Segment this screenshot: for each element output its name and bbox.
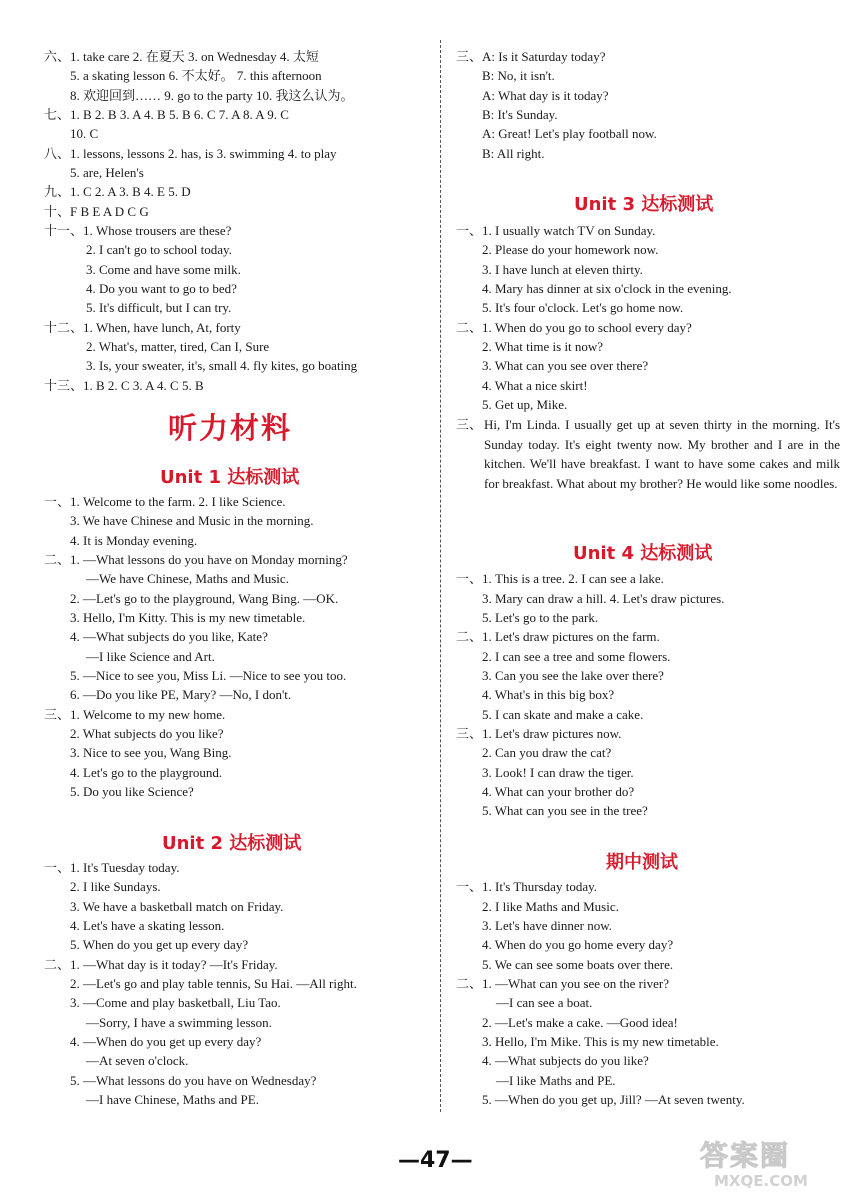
answer-line: 2. What's, matter, tired, Can I, Sure <box>86 339 270 354</box>
script-line: 5. —What lessons do you have on Wednesday? <box>70 1073 317 1088</box>
script-line: —I can see a boat. <box>496 995 593 1010</box>
script-line: 2. I can see a tree and some flowers. <box>482 649 671 664</box>
script-line: 3. Hello, I'm Mike. This is my new timetable. <box>482 1034 719 1049</box>
script-line: 5. It's four o'clock. Let's go home now. <box>482 300 684 315</box>
script-line: 4. When do you go home every day? <box>482 937 674 952</box>
script-line: 5. We can see some boats over there. <box>482 957 674 972</box>
watermark-text: 答案圈 <box>700 1139 791 1172</box>
script-line: 4. What's in this big box? <box>482 687 615 702</box>
script-line: 3. Can you see the lake over there? <box>482 668 664 683</box>
midterm-title: 期中测试 <box>606 852 678 873</box>
script-line: —I like Science and Art. <box>86 649 215 664</box>
script-line: 3. Mary can draw a hill. 4. Let's draw pictures. <box>482 591 725 606</box>
dialogue-line: B: It's Sunday. <box>482 107 558 122</box>
script-line: 三、1. Welcome to my new home. <box>44 707 226 722</box>
script-line: 4. What can your brother do? <box>482 784 635 799</box>
script-line: 2. Please do your homework now. <box>482 242 659 257</box>
script-line: 4. It is Monday evening. <box>70 533 198 548</box>
script-line: 3. Look! I can draw the tiger. <box>482 765 634 780</box>
dialogue-line: B: All right. <box>482 146 545 161</box>
script-line: 5. Let's go to the park. <box>482 610 599 625</box>
script-line: 5. What can you see in the tree? <box>482 803 648 818</box>
script-line: 4. What a nice skirt! <box>482 378 588 393</box>
script-line: 3. We have a basketball match on Friday. <box>70 899 284 914</box>
listening-material-title: 听力材料 <box>168 411 293 445</box>
script-line: —Sorry, I have a swimming lesson. <box>86 1015 272 1030</box>
script-line: 2. Can you draw the cat? <box>482 745 612 760</box>
answer-line: 十一、1. Whose trousers are these? <box>44 223 232 238</box>
script-line: 5. I can skate and make a cake. <box>482 707 644 722</box>
column-divider <box>440 40 441 1112</box>
page-number: —47— <box>398 1148 473 1173</box>
unit2-title: Unit 2 达标测试 <box>162 833 302 854</box>
script-line: 5. —Nice to see you, Miss Li. —Nice to see you too. <box>70 668 347 683</box>
script-line: 5. Get up, Mike. <box>482 397 568 412</box>
answer-line: 4. Do you want to go to bed? <box>86 281 237 296</box>
script-line: 一、1. It's Thursday today. <box>456 879 597 894</box>
script-line: 3. What can you see over there? <box>482 358 649 373</box>
script-line: 4. Let's go to the playground. <box>70 765 223 780</box>
script-line: 3. Let's have dinner now. <box>482 918 613 933</box>
answer-line: 2. I can't go to school today. <box>86 242 232 257</box>
script-line: 二、1. Let's draw pictures on the farm. <box>456 629 660 644</box>
answer-line: 10. C <box>70 126 99 141</box>
answer-line: 九、1. C 2. A 3. B 4. E 5. D <box>44 184 191 199</box>
script-line: 一、1. This is a tree. 2. I can see a lake. <box>456 571 664 586</box>
script-line: 5. When do you get up every day? <box>70 937 249 952</box>
script-line: 二、1. —What lessons do you have on Monday morning? <box>44 552 348 567</box>
answer-line: 六、1. take care 2. 在夏天 3. on Wednesday 4. 太短 <box>44 49 319 64</box>
script-line: 一、1. I usually watch TV on Sunday. <box>456 223 656 238</box>
script-line: 2. What time is it now? <box>482 339 604 354</box>
reading-paragraph: Hi, I'm Linda. I usually get up at seven thirty in the morning. It's Sunday today. It's eight twenty now. My brother and I are in the kitchen. We'll have breakfast. I want to have some cakes and milk for breakfast. What about my brother? He would like some noodles. <box>484 417 840 491</box>
script-line: 5. Do you like Science? <box>70 784 194 799</box>
script-line: 4. —What subjects do you like, Kate? <box>70 629 268 644</box>
unit1-title: Unit 1 达标测试 <box>160 467 300 488</box>
script-line: 2. —Let's go and play table tennis, Su Hai. —All right. <box>70 976 357 991</box>
dialogue-line: 三、A: Is it Saturday today? <box>456 49 606 64</box>
answer-line: 5. are, Helen's <box>70 165 144 180</box>
answer-line: 3. Come and have some milk. <box>86 262 241 277</box>
script-line: 3. Nice to see you, Wang Bing. <box>70 745 232 760</box>
unit3-title: Unit 3 达标测试 <box>574 194 714 215</box>
script-line: 三、1. Let's draw pictures now. <box>456 726 622 741</box>
section-label: 三、 <box>456 417 483 432</box>
watermark-url: MXQE.COM <box>714 1172 808 1190</box>
script-line: 4. Let's have a skating lesson. <box>70 918 225 933</box>
script-line: 2. I like Sundays. <box>70 879 161 894</box>
script-line: 4. —When do you get up every day? <box>70 1034 262 1049</box>
script-line: 5. —When do you get up, Jill? —At seven twenty. <box>482 1092 745 1107</box>
script-line: —At seven o'clock. <box>86 1053 189 1068</box>
dialogue-line: A: Great! Let's play football now. <box>482 126 657 141</box>
script-line: 2. What subjects do you like? <box>70 726 224 741</box>
unit4-title: Unit 4 达标测试 <box>573 543 713 564</box>
script-line: 3. —Come and play basketball, Liu Tao. <box>70 995 281 1010</box>
script-line: —I like Maths and PE. <box>496 1073 616 1088</box>
script-line: 二、1. —What can you see on the river? <box>456 976 669 991</box>
script-line: 2. I like Maths and Music. <box>482 899 619 914</box>
answer-line: 十三、1. B 2. C 3. A 4. C 5. B <box>44 378 204 393</box>
watermark-logo <box>700 1134 836 1194</box>
answer-line: 5. a skating lesson 6. 不太好。 7. this afternoon <box>70 68 322 83</box>
answer-line: 八、1. lessons, lessons 2. has, is 3. swimming 4. to play <box>44 146 337 161</box>
answer-line: 8. 欢迎回到…… 9. go to the party 10. 我这么认为。 <box>70 88 354 103</box>
script-line: 2. —Let's go to the playground, Wang Bing. —OK. <box>70 591 339 606</box>
answer-line: 十二、1. When, have lunch, At, forty <box>44 320 241 335</box>
dialogue-line: A: What day is it today? <box>482 88 609 103</box>
script-line: —We have Chinese, Maths and Music. <box>86 571 289 586</box>
script-line: 3. Hello, I'm Kitty. This is my new timetable. <box>70 610 306 625</box>
script-line: 二、1. When do you go to school every day? <box>456 320 692 335</box>
answer-line: 5. It's difficult, but I can try. <box>86 300 232 315</box>
script-line: 3. We have Chinese and Music in the morning. <box>70 513 314 528</box>
script-line: 3. I have lunch at eleven thirty. <box>482 262 643 277</box>
script-line: 4. Mary has dinner at six o'clock in the evening. <box>482 281 732 296</box>
script-line: 一、1. It's Tuesday today. <box>44 860 180 875</box>
script-line: 一、1. Welcome to the farm. 2. I like Science. <box>44 494 286 509</box>
answer-line: 七、1. B 2. B 3. A 4. B 5. B 6. C 7. A 8. A 9. C <box>44 107 289 122</box>
script-line: 4. —What subjects do you like? <box>482 1053 649 1068</box>
dialogue-line: B: No, it isn't. <box>482 68 555 83</box>
script-line: 6. —Do you like PE, Mary? —No, I don't. <box>70 687 292 702</box>
script-line: 二、1. —What day is it today? —It's Friday. <box>44 957 278 972</box>
answer-line: 3. Is, your sweater, it's, small 4. fly kites, go boating <box>86 358 358 373</box>
answer-line: 十、F B E A D C G <box>44 204 149 219</box>
script-line: —I have Chinese, Maths and PE. <box>86 1092 259 1107</box>
script-line: 2. —Let's make a cake. —Good idea! <box>482 1015 678 1030</box>
